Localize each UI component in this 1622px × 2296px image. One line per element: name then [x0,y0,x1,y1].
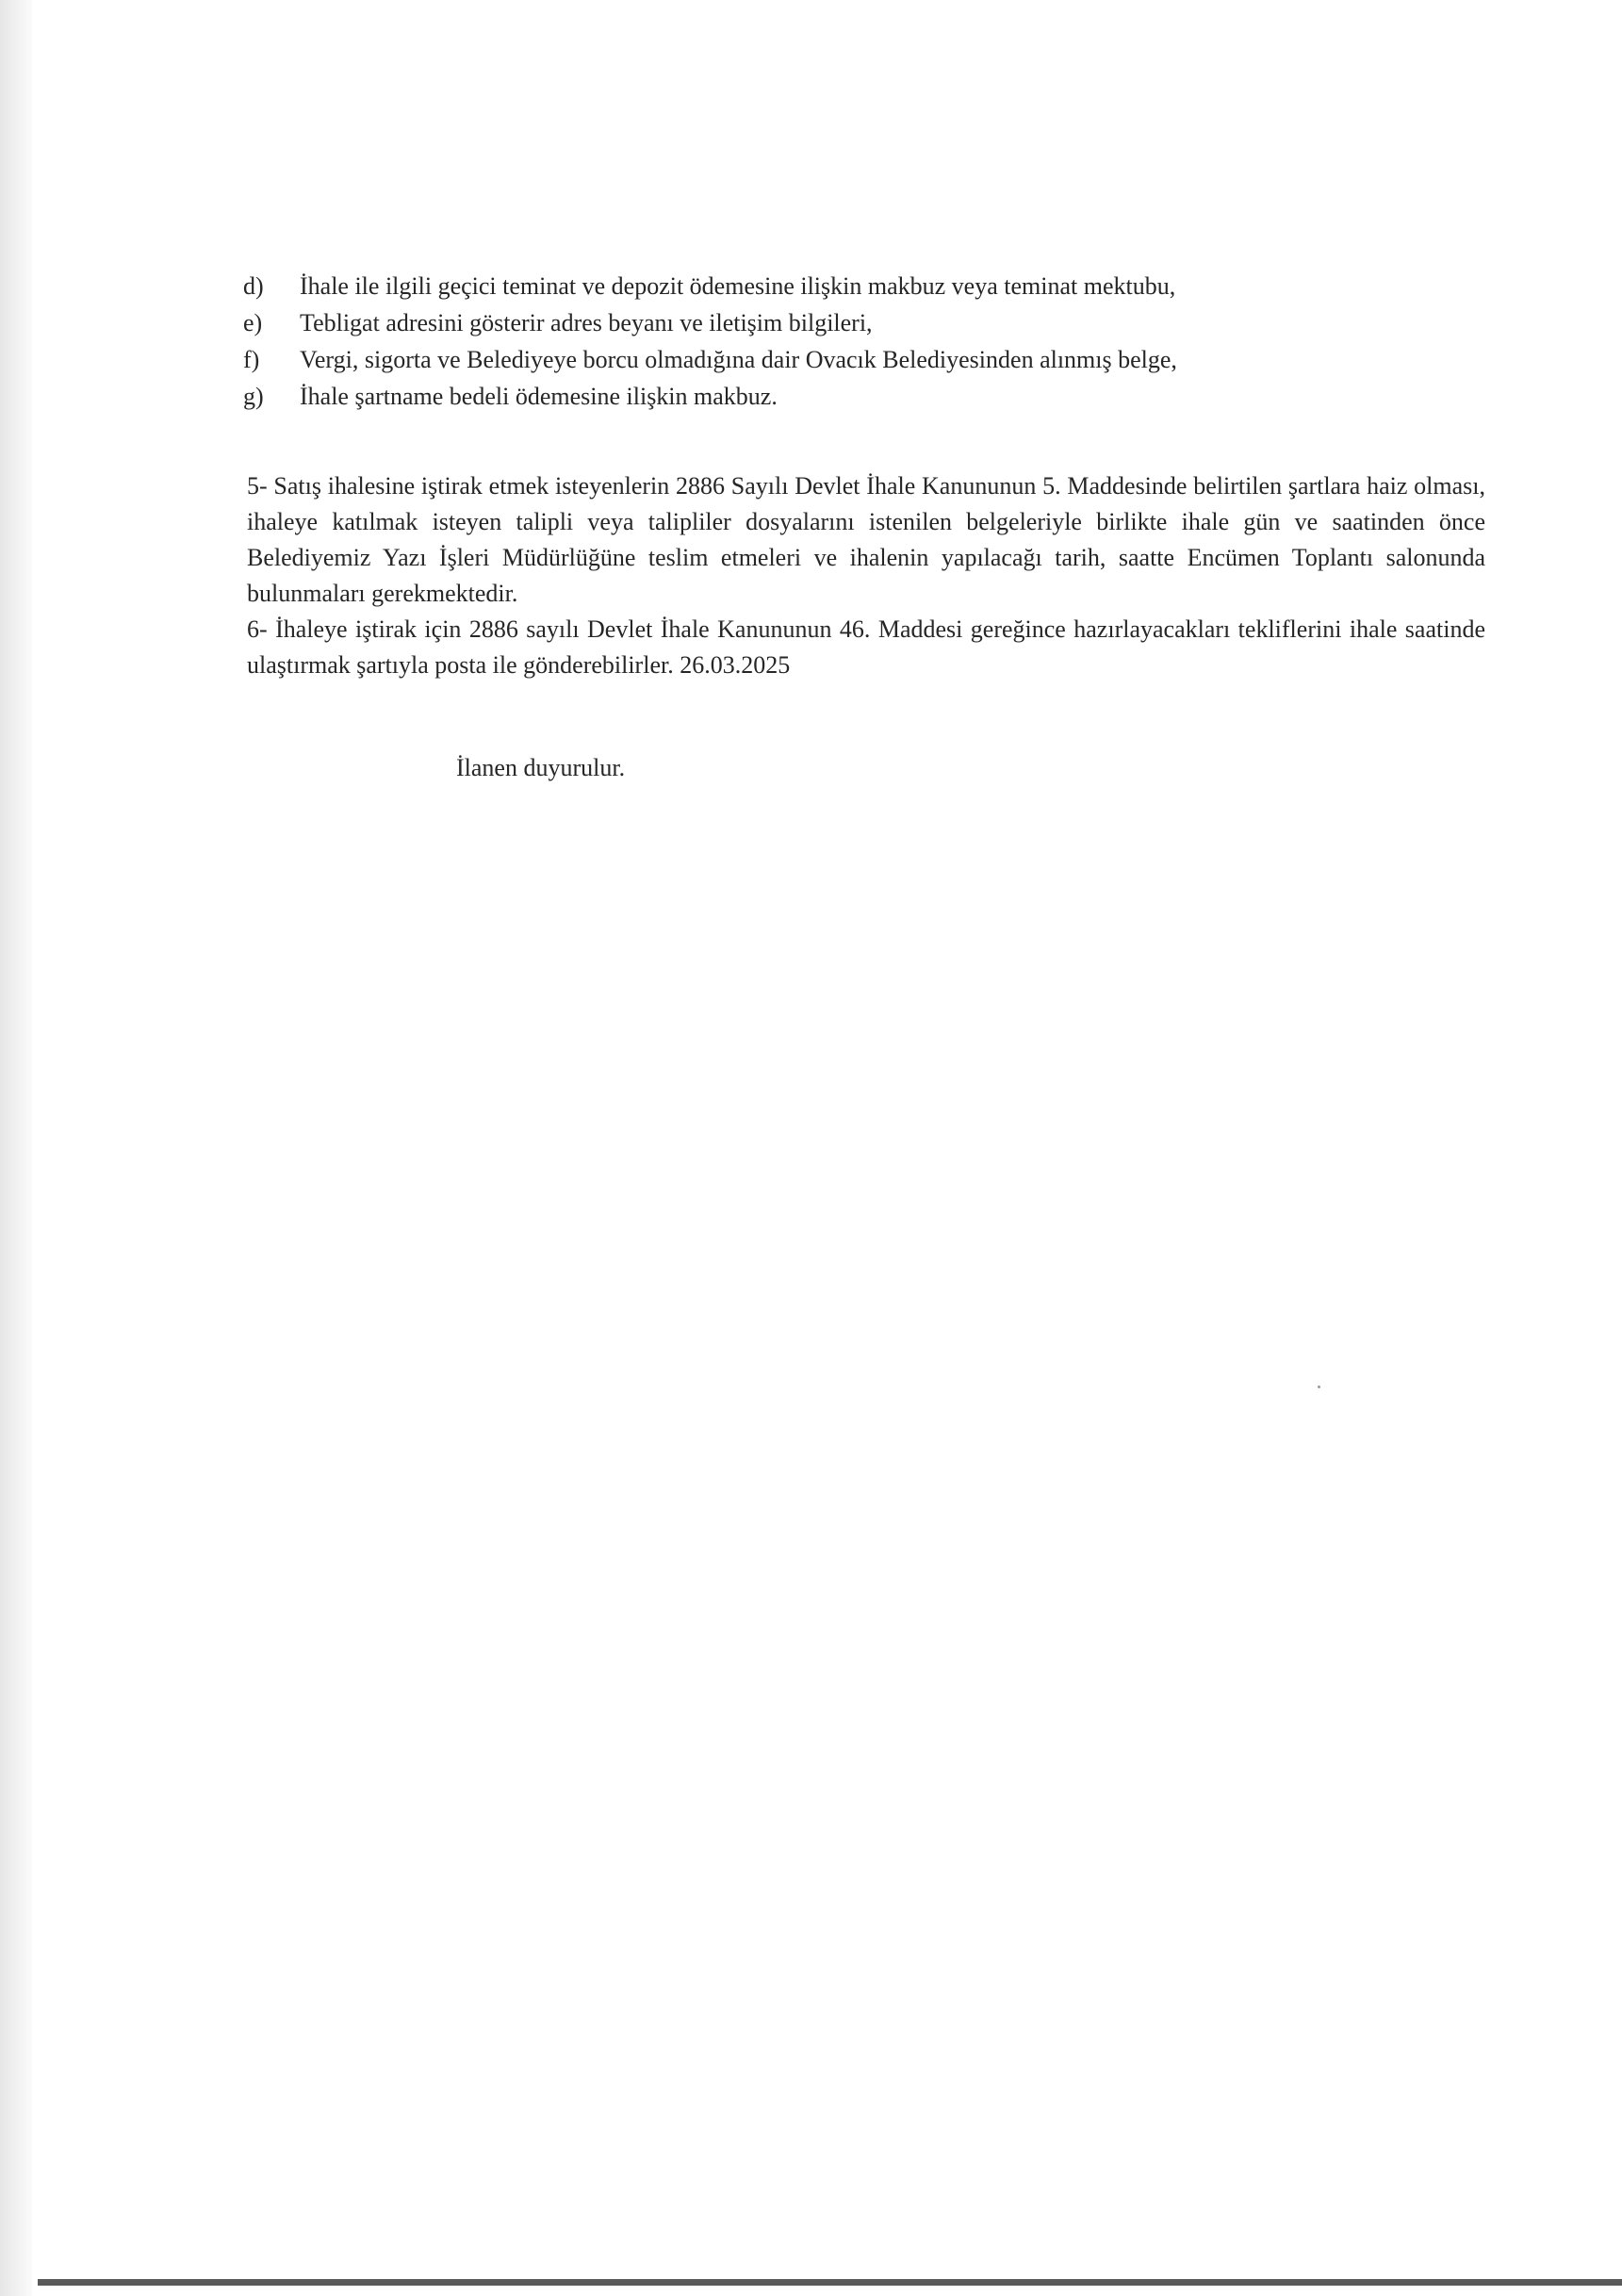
list-item-text: İhale şartname bedeli ödemesine ilişkin makbuz. [300,383,778,410]
scan-bottom-edge [38,2279,1622,2286]
list-item-text: Tebligat adresini gösterir adres beyanı ve iletişim bilgileri, [300,309,873,336]
list-item-text: İhale ile ilgili geçici teminat ve depozit ödemesine ilişkin makbuz veya teminat mektubu, [300,272,1176,300]
list-item [243,378,1487,415]
requirements-list [243,268,1487,415]
paragraph-6: 6- İhaleye iştirak için 2886 sayılı Devlet İhale Kanununun 46. Maddesi gereğince hazırlayacakları tekliflerini ihale saatinde ulaştırmak şartıyla posta ile gönderebilirler. 26.03.2025 [247,615,1485,679]
list-marker: g) [243,383,264,410]
closing-line: İlanen duyurulur. [456,754,626,781]
list-item-text: Vergi, sigorta ve Belediyeye borcu olmadığına dair Ovacık Belediyesinden alınmış belge, [300,346,1177,373]
body-paragraphs [247,468,1485,683]
scan-speck [1318,1386,1320,1388]
paragraph-5: 5- Satış ihalesine iştirak etmek isteyenlerin 2886 Sayılı Devlet İhale Kanununun 5. Maddesinde belirtilen şartlara haiz olması, ihaleye katılmak isteyen talipli veya talipliler dosyalarını istenilen belgeleriyle birlikte ihale gün ve saatinden önce Belediyemiz Yazı İşleri Müdürlüğüne teslim etmeleri ve ihalenin yapılacağı tarih, saatte Encümen Toplantı salonunda bulunmaları gerekmektedir. [247,472,1485,607]
list-item [243,341,1487,378]
list-marker: e) [243,309,263,336]
list-marker: d) [243,272,264,300]
scan-bottom-margin [38,2286,1622,2296]
list-marker: f) [243,346,260,373]
list-item [243,268,1487,304]
list-item [243,304,1487,341]
scan-left-margin [0,0,32,2296]
